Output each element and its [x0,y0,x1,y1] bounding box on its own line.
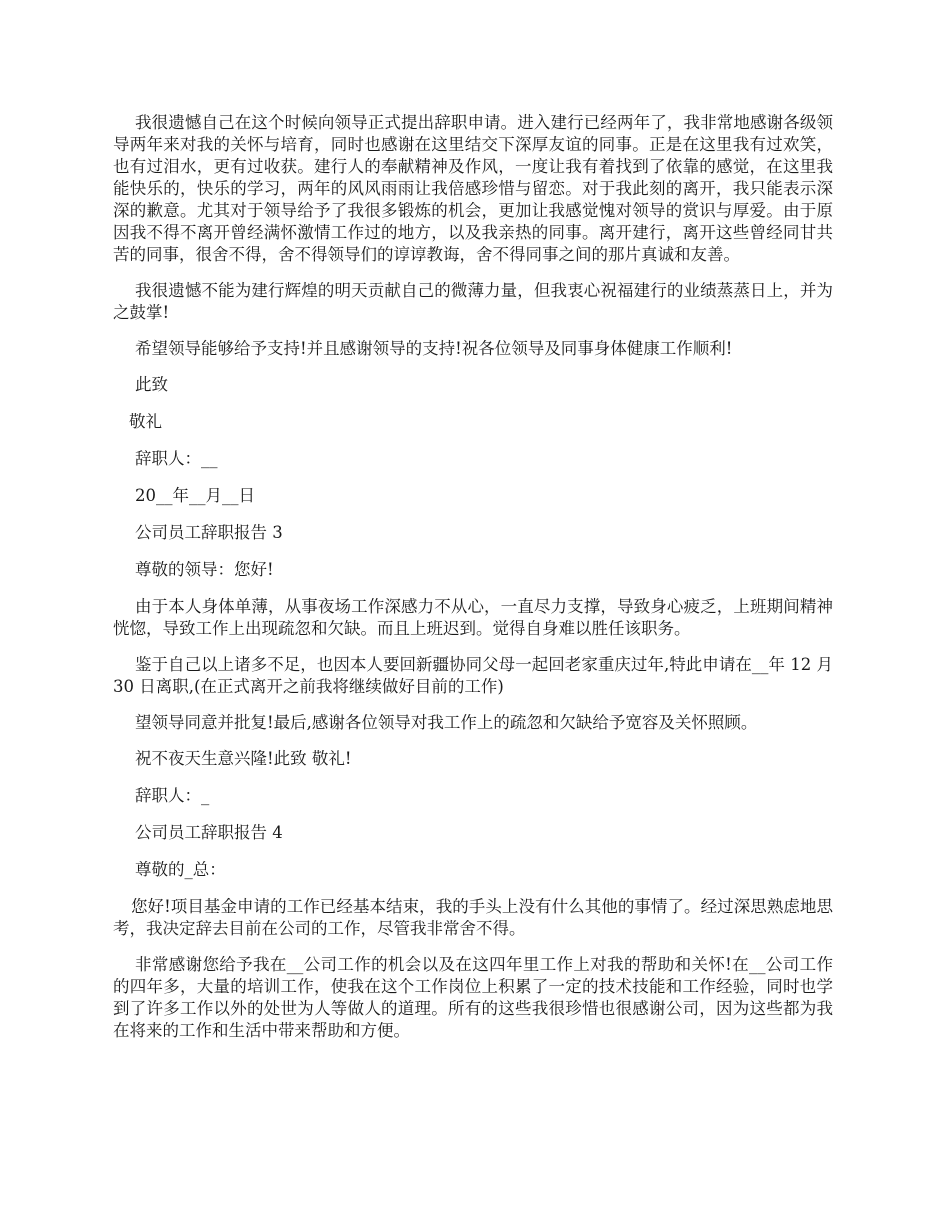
paragraph-gratitude: 非常感谢您给予我在__公司工作的机会以及在这四年里工作上对我的帮助和关怀!在__公司工作的四年多，大量的培训工作，使我在这个工作岗位上积累了一定的技术技能和工作经验，同时也学到了许多工作以外的处世为人等做人的道理。所有的这些我很珍惜也很感谢公司，因为这些都为我在将来的工作和生活中带来帮助和方便。 [113,955,833,1040]
paragraph-hope-support: 希望领导能够给予支持!并且感谢领导的支持!祝各位领导及同事身体健康工作顺利! [135,339,733,358]
section-heading-report-4: 公司员工辞职报告 4 [135,823,283,842]
salutation-manager: 尊敬的_总： [135,860,226,879]
salutation-leader: 尊敬的领导：您好! [135,560,274,579]
signature-resigner: 辞职人：__ [135,449,218,468]
paragraph-leave-date: 鉴于自己以上诸多不足，也因本人要回新疆协同父母一起回老家重庆过年,特此申请在__年 12 月 30 日离职,(在正式离开之前我将继续做好目前的工作) [113,655,833,696]
paragraph-regret: 我很遗憾不能为建行辉煌的明天贡献自己的微薄力量，但我衷心祝福建行的业绩蒸蒸日上，并为之鼓掌! [113,281,833,322]
paragraph-health-reason: 由于本人身体单薄，从事夜场工作深感力不从心，一直尽力支撑，导致身心疲乏，上班期间精神恍惚，导致工作上出现疏忽和欠缺。而且上班迟到。觉得自身难以胜任该职务。 [113,597,833,638]
section-heading-report-3: 公司员工辞职报告 3 [135,523,283,542]
paragraph-approval-request: 望领导同意并批复!最后,感谢各位领导对我工作上的疏忽和欠缺给予宽容及关怀照顾。 [135,713,758,732]
paragraph-best-wishes: 祝不夜天生意兴隆!此致 敬礼! [135,749,352,768]
paragraph-project-done: 您好!项目基金申请的工作已经基本结束，我的手头上没有什么其他的事情了。经过深思熟虑地思考，我决定辞去目前在公司的工作，尽管我非常舍不得。 [113,897,833,938]
signature-date: 20__年__月__日 [135,486,255,505]
closing-jingli: 敬礼 [129,412,162,431]
paragraph-resignation-intro: 我很遗憾自己在这个时候向领导正式提出辞职申请。进入建行已经两年了，我非常地感谢各级领导两年来对我的关怀与培育，同时也感谢在这里结交下深厚友谊的同事。正是在这里我有过欢笑，也有过泪水，更有过收获。建行人的奉献精神及作风，一度让我有着找到了依靠的感觉，在这里我能快乐的，快乐的学习，两年的风风雨雨让我倍感珍惜与留恋。对于我此刻的离开，我只能表示深深的歉意。尤其对于领导给予了我很多锻炼的机会，更加让我感觉愧对领导的赏识与厚爱。由于原因我不得不离开曾经满怀激情工作过的地方，以及我亲热的同事。离开建行，离开这些曾经同甘共苦的同事，很舍不得，舍不得领导们的谆谆教诲，舍不得同事之间的那片真诚和友善。 [113,113,833,264]
signature-resigner-2: 辞职人：_ [135,786,210,805]
document-body [113,112,833,1056]
closing-cizhi: 此致 [135,375,168,394]
